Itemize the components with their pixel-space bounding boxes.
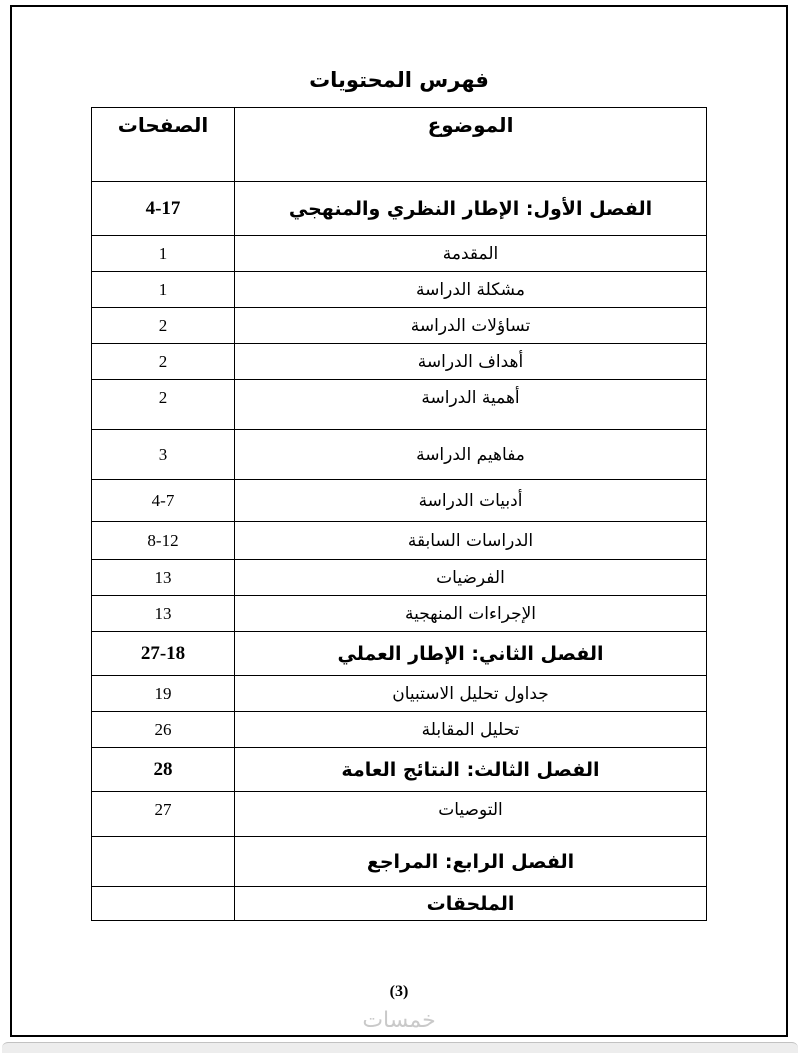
topic-cell: تحليل المقابلة	[235, 712, 707, 748]
watermark-text: خمسات	[362, 1008, 436, 1033]
pages-cell	[92, 837, 235, 887]
table-row	[92, 632, 707, 676]
table-row	[92, 344, 707, 380]
table-row	[92, 430, 707, 480]
table-row	[92, 272, 707, 308]
pages-cell: 3	[92, 430, 235, 480]
pages-cell: 27	[92, 792, 235, 837]
topic-cell: مفاهيم الدراسة	[235, 430, 707, 480]
toc-table	[91, 107, 707, 921]
topic-cell: جداول تحليل الاستبيان	[235, 676, 707, 712]
pages-cell: 27-18	[92, 632, 235, 676]
pages-cell: 2	[92, 308, 235, 344]
table-row	[92, 792, 707, 837]
pages-cell: 13	[92, 560, 235, 596]
pages-cell: 28	[92, 748, 235, 792]
topic-cell: أهداف الدراسة	[235, 344, 707, 380]
topic-cell: الفصل الرابع: المراجع	[235, 837, 707, 887]
table-row	[92, 712, 707, 748]
topic-cell: أدبيات الدراسة	[235, 480, 707, 522]
table-row	[92, 380, 707, 430]
pages-cell: 26	[92, 712, 235, 748]
page-title: فهرس المحتويات	[309, 68, 489, 92]
pages-cell: 8-12	[92, 522, 235, 560]
next-page-edge	[2, 1042, 798, 1053]
topic-cell: مشكلة الدراسة	[235, 272, 707, 308]
topic-cell: تساؤلات الدراسة	[235, 308, 707, 344]
table-row	[92, 182, 707, 236]
table-row	[92, 560, 707, 596]
pages-cell: 2	[92, 380, 235, 430]
pages-column-header: الصفحات	[92, 108, 235, 182]
topic-cell: الفرضيات	[235, 560, 707, 596]
topic-cell: الفصل الثالث: النتائج العامة	[235, 748, 707, 792]
topic-column-header: الموضوع	[235, 108, 707, 182]
topic-cell: أهمية الدراسة	[235, 380, 707, 430]
pages-cell: 1	[92, 236, 235, 272]
topic-cell: الفصل الثاني: الإطار العملي	[235, 632, 707, 676]
pages-cell: 2	[92, 344, 235, 380]
table-row	[92, 596, 707, 632]
topic-cell: الفصل الأول: الإطار النظري والمنهجي	[235, 182, 707, 236]
pages-cell: 1	[92, 272, 235, 308]
document-page	[10, 5, 788, 1037]
table-row	[92, 480, 707, 522]
topic-cell: الدراسات السابقة	[235, 522, 707, 560]
pages-cell: 4-7	[92, 480, 235, 522]
table-row	[92, 887, 707, 921]
table-row	[92, 308, 707, 344]
table-row	[92, 837, 707, 887]
pages-cell: 4-17	[92, 182, 235, 236]
topic-cell: الإجراءات المنهجية	[235, 596, 707, 632]
topic-cell: التوصيات	[235, 792, 707, 837]
table-row	[92, 236, 707, 272]
table-row	[92, 748, 707, 792]
footer-page-number: (3)	[389, 983, 409, 1000]
pages-cell	[92, 887, 235, 921]
table-row	[92, 676, 707, 712]
topic-cell: الملحقات	[235, 887, 707, 921]
topic-cell: المقدمة	[235, 236, 707, 272]
pages-cell: 19	[92, 676, 235, 712]
toc-table-body	[92, 182, 707, 921]
toc-header-row	[92, 108, 707, 182]
pages-cell: 13	[92, 596, 235, 632]
table-row	[92, 522, 707, 560]
